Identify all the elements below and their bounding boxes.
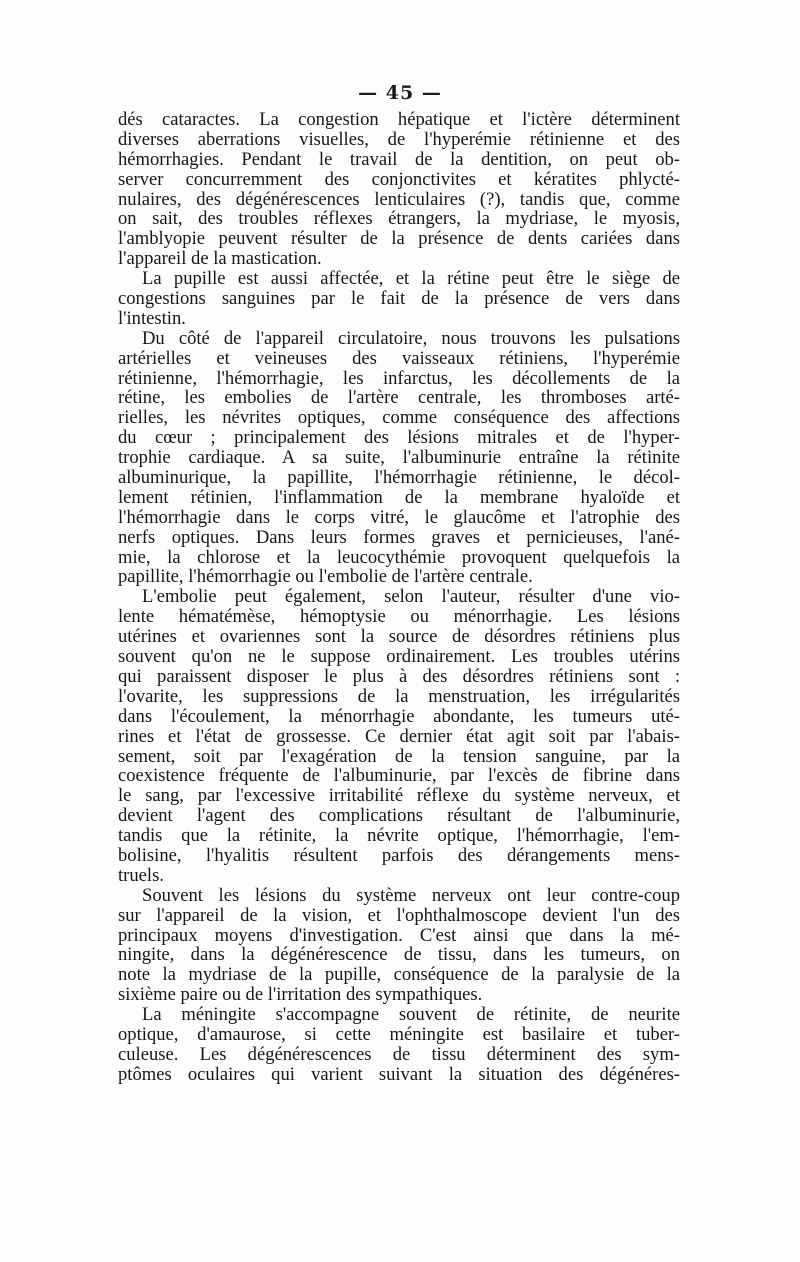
text-line: rielles, les névrites optiques, comme conséquence des affections <box>118 407 680 429</box>
text-line: rétine, les embolies de l'artère centrale, les thromboses arté- <box>118 387 680 409</box>
text-line: on sait, des troubles réflexes étrangers, la mydriase, le myosis, <box>118 208 680 230</box>
text-line: rétinienne, l'hémorrhagie, les infarctus, les décollements de la <box>118 367 680 389</box>
text-line: devient l'agent des complications résultant de l'albuminurie, <box>118 805 680 827</box>
text-line: truels. <box>118 864 164 886</box>
text-line: l'hémorrhagie dans le corps vitré, le glaucôme et l'atrophie des <box>118 506 680 528</box>
text-line: L'embolie peut également, selon l'auteur, résulter d'une vio- <box>142 586 680 608</box>
text-line: lente hématémèse, hémoptysie ou ménorrhagie. Les lésions <box>118 606 680 628</box>
text-line: ningite, dans la dégénérescence de tissu, dans les tumeurs, on <box>118 944 680 966</box>
text-line: albuminurique, la papillite, l'hémorrhagie rétinienne, le décol- <box>118 467 680 489</box>
text-line: sur l'appareil de la vision, et l'ophthalmoscope devient l'un des <box>118 904 680 926</box>
text-line: mie, la chlorose et la leucocythémie provoquent quelquefois la <box>118 546 680 568</box>
text-line: principaux moyens d'investigation. C'est ainsi que dans la mé- <box>118 924 680 946</box>
text-line: utérines et ovariennes sont la source de désordres rétiniens plus <box>118 626 680 648</box>
text-line: ptômes oculaires qui varient suivant la situation des dégénéres- <box>118 1063 680 1085</box>
text-line: coexistence fréquente de l'albuminurie, par l'excès de fibrine dans <box>118 765 680 787</box>
text-line: l'amblyopie peuvent résulter de la présence de dents cariées dans <box>118 228 680 250</box>
text-line: sixième paire ou de l'irritation des sympathiques. <box>118 984 483 1006</box>
text-line: nulaires, des dégénérescences lenticulaires (?), tandis que, comme <box>118 188 680 210</box>
text-line: qui paraissent disposer le plus à des désordres rétiniens sont : <box>118 665 680 687</box>
text-line: souvent qu'on ne le suppose ordinairement. Les troubles utérins <box>118 646 680 668</box>
text-line: trophie cardiaque. A sa suite, l'albuminurie entraîne la rétinite <box>118 447 680 469</box>
body-text <box>118 110 680 1085</box>
text-line: dés cataractes. La congestion hépatique et l'ictère déterminent <box>118 109 680 130</box>
page-number: — 45 — <box>358 82 442 104</box>
text-line: tandis que la rétinite, la névrite optique, l'hémorrhagie, l'em- <box>118 825 680 847</box>
text-line: congestions sanguines par le fait de la présence de vers dans <box>118 288 680 310</box>
text-line: nerfs optiques. Dans leurs formes graves et pernicieuses, l'ané- <box>118 526 680 548</box>
text-line: le sang, par l'excessive irritabilité réflexe du système nerveux, et <box>118 785 680 807</box>
text-line: note la mydriase de la pupille, conséquence de la paralysie de la <box>118 964 680 986</box>
text-line: sement, soit par l'exagération de la tension sanguine, par la <box>118 745 680 767</box>
text-line: culeuse. Les dégénérescences de tissu déterminent des sym- <box>118 1043 680 1065</box>
text-line: hémorrhagies. Pendant le travail de la dentition, on peut ob- <box>118 148 680 170</box>
text-line: l'ovarite, les suppressions de la menstruation, les irrégularités <box>118 685 680 707</box>
text-line: optique, d'amaurose, si cette méningite est basilaire et tuber- <box>118 1023 680 1045</box>
text-line: dans l'écoulement, la ménorrhagie abondante, les tumeurs uté- <box>118 705 680 727</box>
text-line: server concurremment des conjonctivites et kératites phlycté- <box>118 168 680 190</box>
text-line: bolisine, l'hyalitis résultent parfois des dérangements mens- <box>118 844 680 866</box>
text-line: La méningite s'accompagne souvent de rétinite, de neurite <box>142 1004 680 1026</box>
text-line: artérielles et veineuses des vaisseaux rétiniens, l'hyperémie <box>118 347 680 369</box>
text-line: Souvent les lésions du système nerveux ont leur contre-coup <box>142 884 680 906</box>
text-line: Du côté de l'appareil circulatoire, nous trouvons les pulsations <box>142 327 680 349</box>
text-line: l'appareil de la mastication. <box>118 248 322 270</box>
text-line: papillite, l'hémorrhagie ou l'embolie de l'artère centrale. <box>118 566 533 588</box>
text-line: rines et l'état de grossesse. Ce dernier état agit soit par l'abais- <box>118 725 680 747</box>
text-line: du cœur ; principalement des lésions mitrales et de l'hyper- <box>118 427 680 449</box>
text-line: diverses aberrations visuelles, de l'hyperémie rétinienne et des <box>118 128 680 150</box>
text-line: La pupille est aussi affectée, et la rétine peut être le siège de <box>142 268 680 290</box>
text-line: lement rétinien, l'inflammation de la membrane hyaloïde et <box>118 486 680 508</box>
text-line: l'intestin. <box>118 307 186 329</box>
